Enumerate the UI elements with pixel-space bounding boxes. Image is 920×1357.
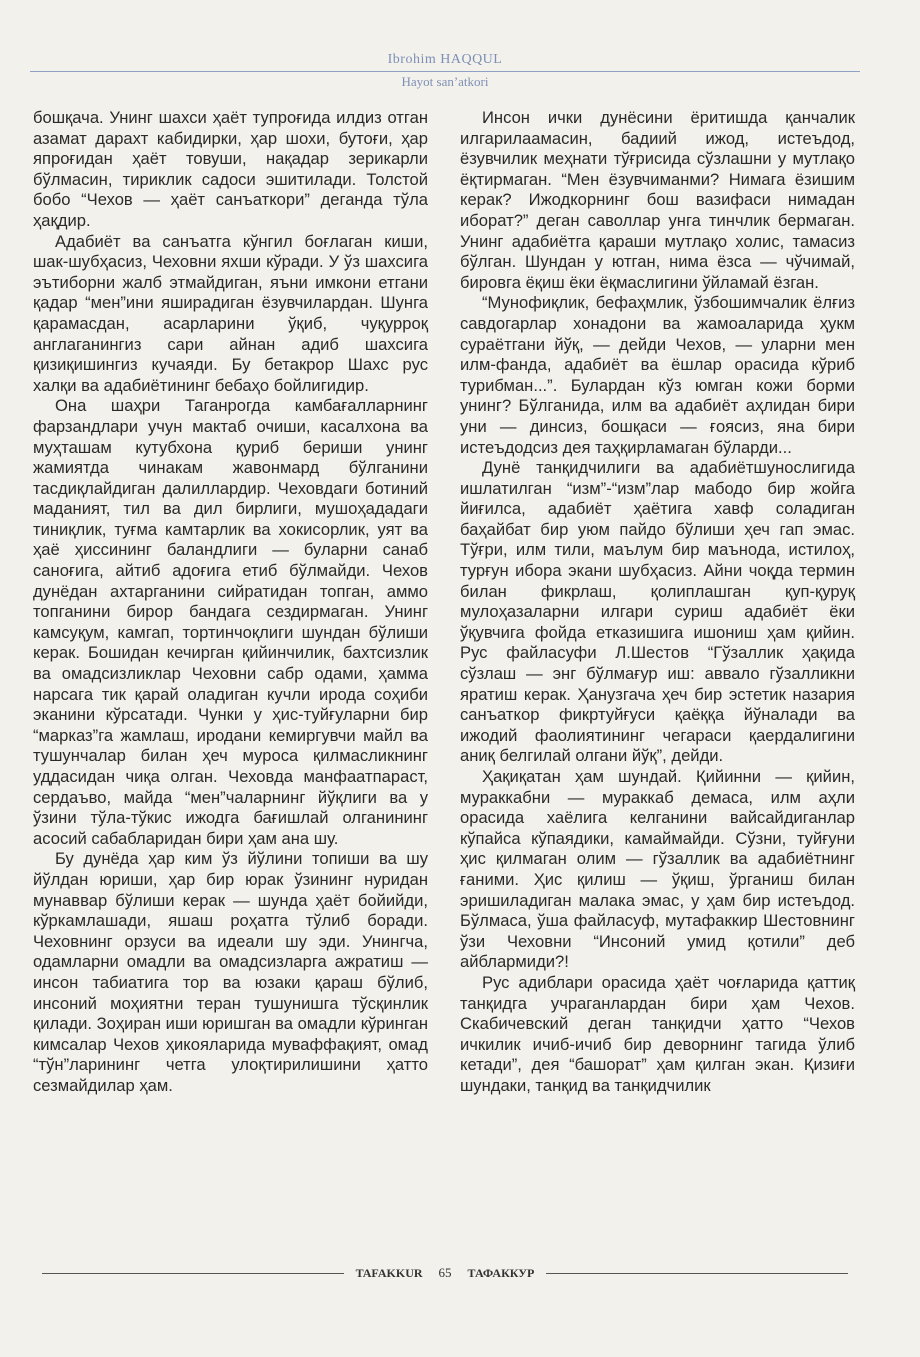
paragraph: Дунё танқидчилиги ва адабиётшунослигида ишлатилган “изм”-“изм”лар мабодо бир жойга йиғилса, адабиёт ҳаётига хавф соладиган баҳайбат бир уюм пайдо бўлиши ҳеч гап эмас. Тўғри, илм тили, маълум бир маънода, истилоҳ, турғун ибора экани шубҳасиз. Айни чоқда термин билан фикрлаш, қолиплашган қуп-қуруқ мулоҳазаларни илгари суриш адабиёт ёки ўқувчига фойда етказишига ишониш ҳам қийин. Рус файласуфи Л.Шестов “Гўзаллик ҳақида сўзлаш — энг бўлмағур иш: аввало гўзалликни яратиш керак. Ҳанузгача ҳеч бир эстетик назария санъаткор фикртуйғуси қаёққа йўналади ва ижодий фаолиятининг чегараси қаердалигини аниқ белгилай олгани йўқ”, дейди. <box>460 458 855 766</box>
footer-rule-left <box>42 1273 344 1274</box>
paragraph: Бу дунёда ҳар ким ўз йўлини топиши ва шу йўлдан юриши, ҳар бир юрак ўзининг нуридан мунаввар бўлиши керак — шунда ҳаёт бойийди, кўркамлашади, яшаш роҳатга тўлиб боради. Чеховнинг орзуси ва идеали шу эди. Унингча, одамларни омадли ва омадсизларга ажратиш — инсон табиатига тор ва юзаки қараш бўлиб, инсоний моҳиятни теран тушунишга тўсқинлик қилади. Зоҳиран иши юришган ва омадли кўринган кимсалар Чехов ҳикояларида муваффақият, омад “тўн”ларининг четга улоқтирилишини ҳатто сезмайдилар ҳам. <box>33 849 428 1095</box>
paragraph: бошқача. Унинг шахси ҳаёт тупроғида илдиз отган азамат дарахт кабидирки, ҳар шохи, бутоғи, ҳар япроғидан ҳаёт товуши, нақадар зерикарли бўлмасин, тириклик садоси эшитилади. Толстой бобо “Чехов — ҳаёт санъаткори” деганда тўла ҳақдир. <box>33 108 428 230</box>
left-column <box>33 108 428 1258</box>
paragraph: “Мунофиқлик, бефаҳмлик, ўзбошимчалик ёлғиз савдогарлар хонадони ва жамоаларида ҳукм сураётгани йўқ, — дейди Чехов, — уларни мен илм-фанда, адабиёт ва ёшлар орасида кўриб турибман...”. Булардан кўз юмган кожи борми унинг? Бўлганида, илм ва адабиёт аҳлидан бири уни — динсиз, бошқаси — ғоясиз, яна бири истеъдодсиз дея таҳқирламаган бўларди... <box>460 293 855 457</box>
paragraph: Она шаҳри Таганрогда камбағалларнинг фарзандлари учун мактаб очиши, касалхона ва муҳташам кутубхона қуриб бериши унинг жамиятда чинакам жавонмард бўлганини тасдиқлайдиган далиллардир. Чеховдаги ботиний маданият, тил ва дил бирлиги, мушоҳададаги тиниқлик, туғма камтарлик ва хокисорлик, уят ва ҳаё ҳиссининг баландлиги — буларни санаб саноғига, айтиб адоғига етиб бўлмайди. Чехов дунёдан ахтарганини сийратидан топган, аммо топганини бирор бандага сездирмаган. Унинг камсуқум, камгап, тортинчоқлиги шундан бўлиши керак. Бошидан кечирган қийинчилик, бахтсизлик ва омадсизликлар Чеховни сабр одами, ҳамма нарсага тик қарай оладиган кучли ирода соҳиби эканини кўрсатади. Чунки у ҳис-туйғуларни бир “марказ”га жамлаш, иродани кемиргувчи майл ва тушунчалар билан ҳеч муроса қилмасликнинг уддасидан чиқа олган. Чеховда манфаатпараст, сердаъво, майда “мен”чаларнинг йўқлиги ва у ўзини тўла-тўкис ижодга бағишлай олганининг асосий сабабларидан бири ҳам ана шу. <box>33 396 428 848</box>
running-header <box>30 52 860 90</box>
paragraph: Ҳақиқатан ҳам шундай. Қийинни — қийин, мураккабни — мураккаб демаса, илм аҳли орасида хаёлига келганини вайсайдиганлар кўпайса кўпаядики, камаймайди. Сўзни, туйғуни ҳис қилмаган олим — гўзаллик ва адабиётнинг ғаними. Ҳис қилиш — ўқиш, ўрганиш билан эришиладиган малака эмас, у ҳам бир истеъдод. Бўлмаса, ўша файласуф, мутафаккир Шестовнинг ўзи Чеховни “Инсоний умид қотили” деб айблармиди?! <box>460 767 855 972</box>
page-footer <box>30 1265 860 1281</box>
footer-rule-right <box>546 1273 848 1274</box>
header-rule <box>30 71 860 72</box>
right-column <box>460 108 855 1258</box>
article-body <box>33 108 855 1258</box>
header-author: Ibrohim HAQQUL <box>387 52 503 67</box>
header-subtitle: Hayot san’atkori <box>401 74 489 89</box>
footer-journal-latin: TAFAKKUR <box>355 1265 423 1280</box>
paragraph: Адабиёт ва санъатга кўнгил боғлаган киши, шак-шубҳасиз, Чеховни яхши кўради. У ўз шахсига эътиборни жалб этмайдиган, яъни имкони етгани қадар “мен”ини яширадиган ёзувчилардан. Шунга қарамасдан, асарларини ўқиб, чуқурроқ англаганингиз сари айнан адиб шахсига қизиқишингиз кучаяди. Бу бетакрор Шахс рус халқи ва адабиётининг бебаҳо бойлигидир. <box>33 231 428 395</box>
paragraph: Инсон ички дунёсини ёритишда қанчалик илгарилаамасин, бадиий ижод, истеъдод, ёзувчилик меҳнати тўғрисида сўзлашни у мутлақо ёқтирмаган. “Мен ёзувчиманми? Нимага ёзишим керак? Ижодкорнинг бош вазифаси нимадан иборат?” деган саволлар унга тинчлик бермаган. Унинг адабиётга қараши мутлақо холис, тамасиз бўлган. Шундан у ютган, нима ёзса — чўчимай, бировга ёқиш ёки ёқмаслигини ўйламай ёзган. <box>460 108 855 292</box>
paragraph: Рус адиблари орасида ҳаёт чоғларида қаттиқ танқидга учраганлардан бири ҳам Чехов. Скабичевский деган танқидчи ҳатто “Чехов ичкилик ичиб-ичиб бир деворнинг тагида ўлиб кетади”, дея “башорат” ҳам қилган экан. Қизиғи шундаки, танқид ва танқидчилик <box>460 972 855 1095</box>
page-number: 65 <box>438 1265 452 1280</box>
footer-journal-cyrillic: ТАФАККУР <box>467 1265 535 1280</box>
